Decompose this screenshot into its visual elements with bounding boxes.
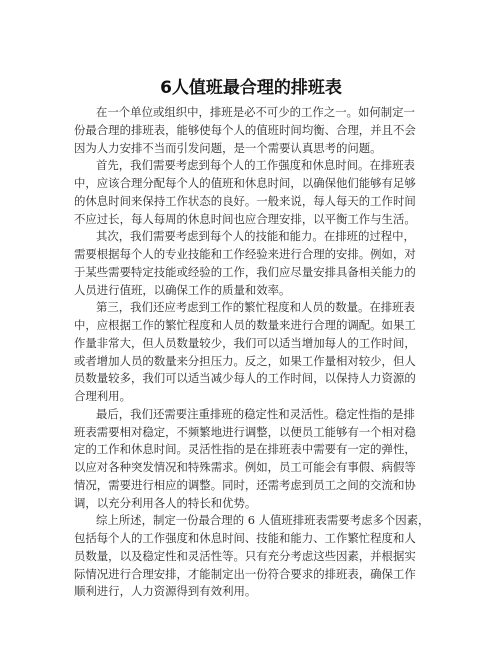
text-line: 顺利进行，人力资源得到有效利用。 [74, 584, 257, 599]
text-line: 调，以充分利用各人的特长和优势。 [74, 495, 257, 510]
text-line: 的休息时间来保持工作状态的良好。一般来说，每人每天的工作时间 [74, 193, 416, 208]
text-line: 员数量较多，我们可以适当减少每人的工作时间，以保持人力资源的 [74, 371, 416, 386]
text-line: 中，应根据工作的繁忙程度和人员的数量来进行合理的调配。如果工 [74, 318, 416, 332]
text-line: 情况，需要进行相应的调整。同时，还需考虑到员工之间的交流和协 [74, 477, 416, 492]
text-line: 综上所述，制定一份最合理的 6 人值班排班表需要考虑多个因素， [96, 513, 430, 528]
text-line: 于某些需要特定技能或经验的工作，我们应尽量安排具备相关能力的 [74, 264, 416, 279]
text-line: 包括每个人的工作强度和休息时间、技能和能力、工作繁忙程度和人 [74, 531, 416, 545]
text-line: 作量非常大，但人员数量较少，我们可以适当增加每人的工作时间， [74, 335, 416, 350]
text-line: 第三，我们还应考虑到工作的繁忙程度和人员的数量。在排班表 [96, 300, 415, 315]
text-line: 班表需要相对稳定，不频繁地进行调整，以便员工能够有一个相对稳 [74, 424, 416, 439]
text-line: 首先，我们需要考虑到每个人的工作强度和休息时间。在排班表 [96, 158, 415, 173]
text-line: 不应过长，每人每周的休息时间也应合理安排，以平衡工作与生活。 [74, 211, 416, 226]
page-title: 6人值班最合理的排班表 [160, 78, 342, 98]
text-line: 份最合理的排班表，能够使每个人的值班时间均衡、合理，并且不会 [74, 122, 416, 137]
text-line: 需要根据每个人的专业技能和工作经验来进行合理的安排。例如，对 [74, 247, 416, 261]
text-line: 最后，我们还需要注重排班的稳定性和灵活性。稳定性指的是排 [96, 406, 415, 421]
text-line: 中，应该合理分配每个人的值班和休息时间，以确保他们能够有足够 [74, 176, 416, 190]
text-line: 以应对各种突发情况和特殊需求。例如，员工可能会有事假、病假等 [74, 460, 416, 474]
text-line: 在一个单位或组织中，排班是必不可少的工作之一。如何制定一 [96, 105, 415, 119]
text-line: 合理利用。 [74, 389, 131, 403]
text-line: 因为人力安排不当而引发问题，是一个需要认真思考的问题。 [74, 140, 382, 155]
text-line: 人员进行值班，以确保工作的质量和效率。 [74, 282, 291, 297]
text-line: 或者增加人员的数量来分担压力。反之，如果工作量相对较少，但人 [74, 353, 416, 368]
text-line: 定的工作和休息时间。灵活性指的是在排班表中需要有一定的弹性， [74, 442, 416, 457]
document-body [74, 104, 454, 601]
text-line: 员数量，以及稳定性和灵活性等。只有充分考虑这些因素，并根据实 [74, 548, 416, 563]
text-line: 其次，我们需要考虑到每个人的技能和能力。在排班的过程中， [96, 229, 415, 244]
text-line: 际情况进行合理安排，才能制定出一份符合要求的排班表，确保工作 [74, 566, 416, 581]
